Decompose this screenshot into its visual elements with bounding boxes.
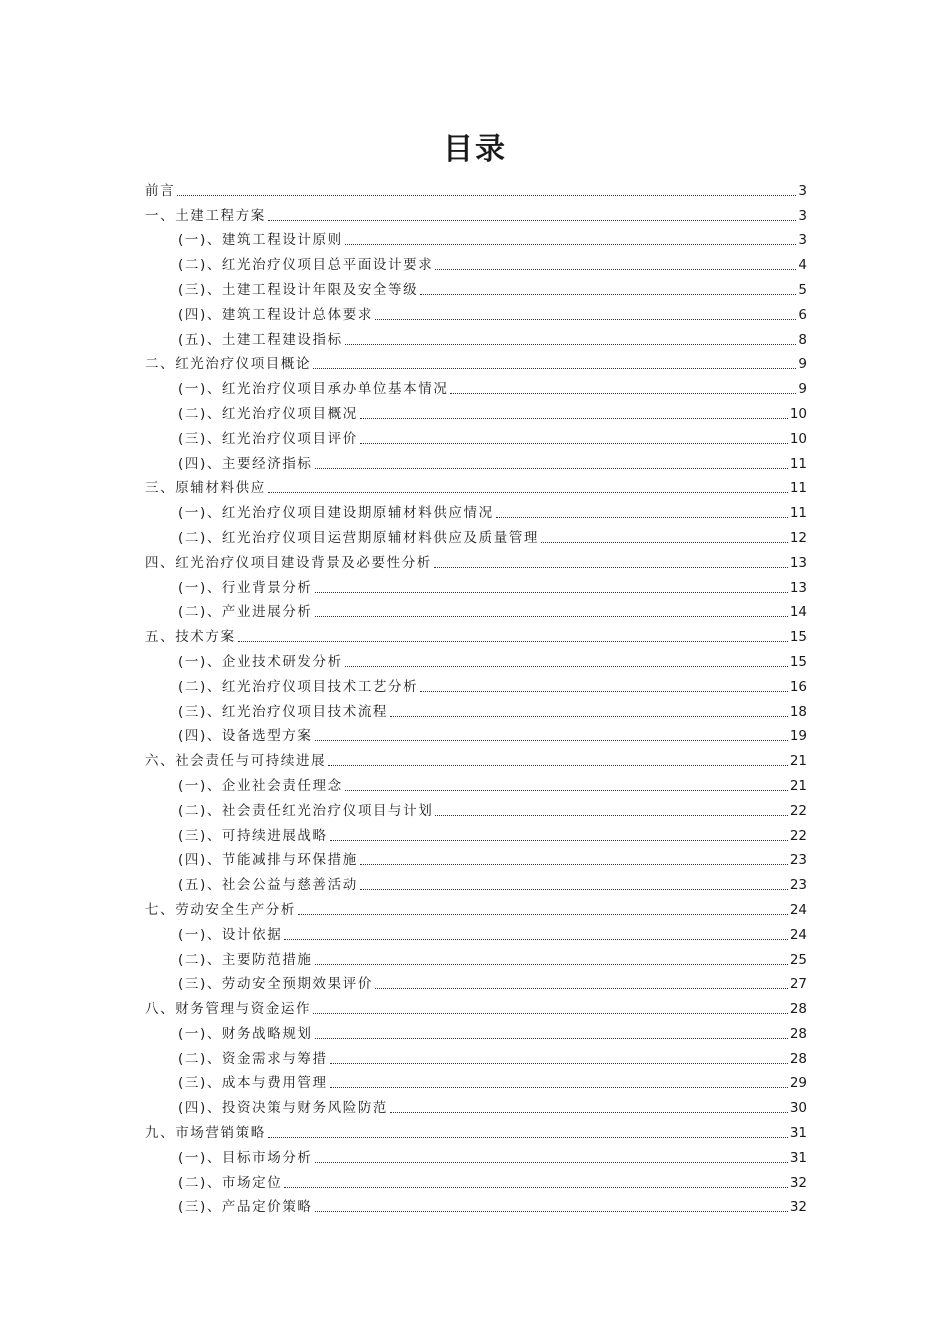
toc-leader-dots [330,840,788,841]
page-title: 目录 [443,132,507,167]
toc-page-number: 19 [789,728,807,745]
toc-page-number: 31 [789,1125,807,1142]
toc-entry-title: (二)、红光治疗仪项目技术工艺分析 [178,678,419,695]
toc-subentry[interactable] [145,448,807,473]
toc-leader-dots [177,195,796,196]
toc-entry-title: 四、红光治疗仪项目建设背景及必要性分析 [145,554,432,571]
toc-subentry[interactable] [145,1043,807,1068]
toc-entry-title: (二)、红光治疗仪项目总平面设计要求 [178,257,434,274]
toc-entry-title: (四)、投资决策与财务风险防范 [178,1100,389,1117]
toc-entry-title: (四)、主要经济指标 [178,455,313,472]
toc-entry-title: (一)、建筑工程设计原则 [178,232,343,249]
table-of-contents [145,175,807,1216]
toc-leader-dots [345,790,788,791]
toc-entry[interactable] [145,473,807,498]
toc-leader-dots [313,1013,788,1014]
toc-leader-dots [450,393,796,394]
toc-leader-dots [315,468,788,469]
toc-subentry[interactable] [145,795,807,820]
toc-page-number: 32 [789,1199,807,1216]
toc-page-number: 28 [789,1050,807,1067]
toc-leader-dots [284,939,787,940]
toc-subentry[interactable] [145,1092,807,1117]
toc-entry-title: (一)、红光治疗仪项目承办单位基本情况 [178,381,449,398]
toc-subentry[interactable] [145,597,807,622]
toc-entry-title: (三)、劳动安全预期效果评价 [178,976,373,993]
toc-leader-dots [390,1112,788,1113]
toc-leader-dots [315,1038,788,1039]
toc-page-number: 10 [789,430,807,447]
toc-leader-dots [238,641,788,642]
toc-entry-title: (二)、红光治疗仪项目运营期原辅材料供应及质量管理 [178,529,540,546]
toc-page-number: 9 [798,381,807,398]
toc-subentry[interactable] [145,671,807,696]
toc-subentry[interactable] [145,373,807,398]
toc-leader-dots [390,716,788,717]
toc-leader-dots [375,988,788,989]
toc-subentry[interactable] [145,324,807,349]
toc-page-number: 21 [789,777,807,794]
toc-leader-dots [268,1137,788,1138]
toc-subentry[interactable] [145,944,807,969]
toc-entry-title: 前言 [145,182,176,199]
toc-subentry[interactable] [145,249,807,274]
toc-entry[interactable] [145,894,807,919]
toc-entry-title: (二)、产业进展分析 [178,604,313,621]
toc-leader-dots [435,269,796,270]
toc-entry-title: (三)、红光治疗仪项目技术流程 [178,703,389,720]
toc-leader-dots [284,1187,787,1188]
toc-subentry[interactable] [145,1192,807,1217]
toc-entry-title: (一)、企业技术研发分析 [178,653,343,670]
toc-entry-title: 九、市场营销策略 [145,1125,266,1142]
toc-leader-dots [360,418,788,419]
toc-leader-dots [315,616,788,617]
toc-subentry[interactable] [145,398,807,423]
toc-page-number: 23 [789,877,807,894]
toc-page-number: 3 [798,232,807,249]
toc-leader-dots [315,1211,788,1212]
toc-page-number: 15 [789,653,807,670]
toc-entry-title: (四)、节能减排与环保措施 [178,852,358,869]
toc-page-number: 15 [789,629,807,646]
toc-entry-title: (五)、社会公益与慈善活动 [178,877,358,894]
toc-leader-dots [330,1087,788,1088]
toc-entry-title: (一)、设计依据 [178,926,283,943]
toc-page-number: 27 [789,976,807,993]
toc-entry-title: (二)、社会责任红光治疗仪项目与计划 [178,802,434,819]
toc-page-number: 3 [798,182,807,199]
toc-subentry[interactable] [145,919,807,944]
toc-entry-title: 二、红光治疗仪项目概论 [145,356,312,373]
toc-subentry[interactable] [145,1167,807,1192]
toc-leader-dots [268,220,797,221]
toc-page-number: 21 [789,753,807,770]
toc-entry-title: (二)、红光治疗仪项目概况 [178,405,358,422]
toc-page-number: 14 [789,604,807,621]
toc-page-number: 9 [798,356,807,373]
toc-page-number: 11 [789,505,807,522]
toc-leader-dots [345,666,788,667]
toc-page-number: 22 [789,802,807,819]
toc-page-number: 12 [789,529,807,546]
toc-leader-dots [435,815,787,816]
toc-leader-dots [298,914,788,915]
toc-subentry[interactable] [145,423,807,448]
toc-leader-dots [313,368,796,369]
toc-entry-title: (一)、企业社会责任理念 [178,777,343,794]
toc-entry-title: (三)、红光治疗仪项目评价 [178,430,358,447]
toc-entry-title: (一)、财务战略规划 [178,1025,313,1042]
toc-entry[interactable] [145,745,807,770]
toc-page-number: 13 [789,554,807,571]
toc-entry-title: (三)、产品定价策略 [178,1199,313,1216]
toc-entry-title: (二)、主要防范措施 [178,951,313,968]
toc-subentry[interactable] [145,646,807,671]
toc-leader-dots [345,244,797,245]
toc-leader-dots [345,344,797,345]
toc-leader-dots [330,1063,788,1064]
toc-page-number: 4 [798,257,807,274]
toc-leader-dots [420,691,788,692]
toc-page-number: 31 [789,1149,807,1166]
toc-entry-title: (一)、红光治疗仪项目建设期原辅材料供应情况 [178,505,494,522]
toc-entry-title: 五、技术方案 [145,629,236,646]
toc-entry-title: 一、土建工程方案 [145,207,266,224]
toc-leader-dots [360,864,788,865]
toc-entry-title: 六、社会责任与可持续进展 [145,753,327,770]
toc-subentry[interactable] [145,969,807,994]
toc-subentry[interactable] [145,770,807,795]
toc-entry[interactable] [145,1117,807,1142]
toc-entry[interactable] [145,993,807,1018]
toc-leader-dots [360,443,788,444]
toc-page-number: 24 [789,901,807,918]
toc-subentry[interactable] [145,522,807,547]
toc-page-number: 3 [798,207,807,224]
toc-subentry[interactable] [145,572,807,597]
toc-subentry[interactable] [145,1018,807,1043]
toc-page-number: 22 [789,827,807,844]
toc-leader-dots [360,889,788,890]
toc-entry-title: (三)、成本与费用管理 [178,1075,328,1092]
toc-page-number: 24 [789,926,807,943]
toc-leader-dots [315,1162,788,1163]
toc-page-number: 25 [789,951,807,968]
toc-entry[interactable] [145,175,807,200]
toc-entry-title: (五)、土建工程建设指标 [178,331,343,348]
toc-entry-title: (三)、土建工程设计年限及安全等级 [178,281,419,298]
toc-entry-title: (四)、建筑工程设计总体要求 [178,306,373,323]
toc-entry-title: 七、劳动安全生产分析 [145,901,296,918]
toc-page-number: 29 [789,1075,807,1092]
toc-subentry[interactable] [145,274,807,299]
toc-leader-dots [434,567,788,568]
toc-entry-title: (四)、设备选型方案 [178,728,313,745]
toc-leader-dots [496,517,788,518]
toc-subentry[interactable] [145,497,807,522]
toc-entry[interactable] [145,200,807,225]
toc-entry-title: (一)、目标市场分析 [178,1149,313,1166]
toc-page-number: 10 [789,405,807,422]
toc-leader-dots [315,964,788,965]
toc-subentry[interactable] [145,721,807,746]
toc-page-number: 28 [789,1001,807,1018]
toc-subentry[interactable] [145,225,807,250]
toc-entry[interactable] [145,621,807,646]
toc-page-number: 18 [789,703,807,720]
toc-page-number: 6 [798,306,807,323]
toc-page-number: 13 [789,579,807,596]
toc-leader-dots [315,740,788,741]
toc-leader-dots [268,492,788,493]
toc-leader-dots [328,765,788,766]
toc-page-number: 5 [798,281,807,298]
toc-page-number: 11 [789,455,807,472]
toc-subentry[interactable] [145,869,807,894]
toc-entry-title: 三、原辅材料供应 [145,480,266,497]
toc-leader-dots [420,294,796,295]
toc-page-number: 23 [789,852,807,869]
toc-leader-dots [315,592,788,593]
toc-entry-title: (一)、行业背景分析 [178,579,313,596]
toc-page-number: 28 [789,1025,807,1042]
toc-entry-title: (二)、资金需求与筹措 [178,1050,328,1067]
toc-subentry[interactable] [145,299,807,324]
toc-subentry[interactable] [145,1142,807,1167]
toc-subentry[interactable] [145,845,807,870]
toc-page-number: 8 [798,331,807,348]
toc-leader-dots [541,542,788,543]
toc-page-number: 11 [789,480,807,497]
toc-entry[interactable] [145,547,807,572]
toc-leader-dots [375,319,796,320]
toc-page-number: 30 [789,1100,807,1117]
toc-entry-title: (二)、市场定位 [178,1174,283,1191]
toc-entry[interactable] [145,349,807,374]
toc-subentry[interactable] [145,696,807,721]
toc-entry-title: 八、财务管理与资金运作 [145,1001,312,1018]
toc-page-number: 16 [789,678,807,695]
toc-subentry[interactable] [145,1068,807,1093]
toc-entry-title: (三)、可持续进展战略 [178,827,328,844]
toc-subentry[interactable] [145,820,807,845]
toc-page-number: 32 [789,1174,807,1191]
